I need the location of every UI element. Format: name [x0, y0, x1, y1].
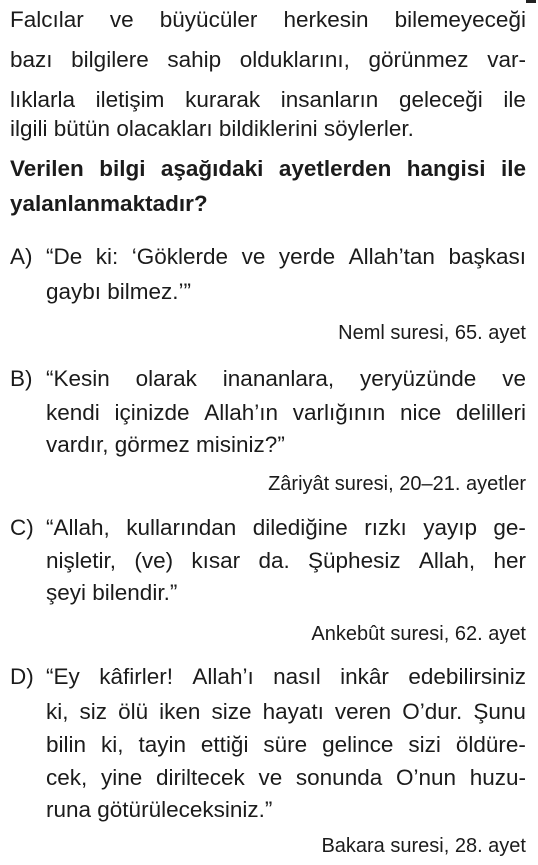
word: da.: [258, 548, 290, 573]
word: kâfirler!: [99, 664, 173, 689]
option-line: runa götürüleceksiniz.”: [46, 797, 273, 822]
word: “Ey: [46, 664, 80, 689]
option-letter: C): [10, 515, 34, 540]
word: ettiği: [200, 732, 249, 757]
word: ki:: [95, 244, 119, 269]
word: içinizde: [114, 400, 190, 425]
word: O’dur.: [402, 699, 463, 724]
word: ve: [258, 765, 283, 790]
word: geleceği: [398, 87, 483, 112]
word: bazı: [10, 47, 53, 72]
word: bilin: [46, 732, 87, 757]
option-line: [46, 729, 526, 760]
option-letter: D): [10, 664, 34, 689]
word: inkâr: [340, 664, 389, 689]
word: kısar: [191, 548, 241, 573]
word: ve: [109, 7, 134, 32]
word: öldüre-: [455, 732, 526, 757]
option-line: gaybı bilmez.’”: [46, 279, 192, 304]
option-line: [46, 696, 526, 727]
word: görünmez: [368, 47, 469, 72]
word: bilgilere: [71, 47, 149, 72]
option-line: [46, 661, 526, 692]
verse-source: Neml suresi, 65. ayet: [338, 322, 526, 344]
word: Allah,: [418, 548, 476, 573]
question-line: [10, 153, 526, 184]
option-line: [46, 762, 526, 793]
word: veren: [334, 699, 392, 724]
word: tayin: [138, 732, 186, 757]
word: cek,: [46, 765, 88, 790]
word: nasıl: [273, 664, 321, 689]
word: Şunu: [473, 699, 526, 724]
word: her: [493, 548, 526, 573]
word: siz: [79, 699, 108, 724]
word: Allah’ı: [192, 664, 254, 689]
word: rızkı: [364, 515, 407, 540]
word: herkesin: [283, 7, 369, 32]
option-line: [46, 512, 526, 543]
option-line: [46, 397, 526, 428]
word: hangisi: [406, 156, 486, 181]
word: dilediğine: [252, 515, 348, 540]
word: kullarından: [126, 515, 237, 540]
option-letter: B): [10, 366, 33, 391]
word: “De: [46, 244, 83, 269]
stem-line: [10, 84, 526, 115]
word: hayatı: [262, 699, 324, 724]
word: “Kesin: [46, 366, 110, 391]
stem-line: [10, 4, 526, 35]
word: yine: [100, 765, 143, 790]
word: ile: [503, 87, 526, 112]
word: ve: [502, 366, 526, 391]
word: “Allah,: [46, 515, 110, 540]
word: gelince: [322, 732, 394, 757]
word: bilemeyeceği: [394, 7, 526, 32]
option-line: [46, 241, 526, 272]
word: ki,: [100, 732, 124, 757]
option-line: [46, 545, 526, 576]
word: büyücüler: [159, 7, 258, 32]
word: sahip: [167, 47, 222, 72]
word: varlığının: [292, 400, 386, 425]
word: Falcılar: [10, 7, 84, 32]
word: sizi: [408, 732, 441, 757]
word: iken: [159, 699, 201, 724]
word: ile: [500, 156, 526, 181]
option-letter: A): [10, 244, 33, 269]
word: kendi: [46, 400, 100, 425]
word: ki,: [46, 699, 69, 724]
word: yerde: [278, 244, 336, 269]
word: nişletir,: [46, 548, 117, 573]
word: var-: [487, 47, 526, 72]
word: edebilirsiniz: [408, 664, 526, 689]
option-line: şeyi bilendir.”: [46, 580, 178, 605]
word: yeryüzünde: [360, 366, 477, 391]
word: olarak: [135, 366, 197, 391]
word: kurarak: [185, 87, 261, 112]
option-line: vardır, görmez misiniz?”: [46, 432, 285, 457]
word: sonunda: [295, 765, 383, 790]
word: lıklarla: [10, 87, 76, 112]
word: Verilen: [10, 156, 84, 181]
word: inananlara,: [222, 366, 335, 391]
question-line: yalanlanmaktadır?: [10, 191, 208, 216]
word: süre: [263, 732, 308, 757]
word: aşağıdaki: [160, 156, 264, 181]
word: insanların: [280, 87, 379, 112]
word: (ve): [134, 548, 174, 573]
word: O’nun: [395, 765, 456, 790]
word: size: [211, 699, 252, 724]
word: nice: [399, 400, 442, 425]
word: yayıp: [423, 515, 477, 540]
word: bilgi: [99, 156, 146, 181]
word: delilleri: [455, 400, 526, 425]
word: ge-: [493, 515, 526, 540]
word: ölü: [118, 699, 149, 724]
word: Şüphesiz: [308, 548, 401, 573]
verse-source: Bakara suresi, 28. ayet: [321, 835, 526, 857]
word: başkası: [448, 244, 526, 269]
word: diriltecek: [155, 765, 245, 790]
word: ve: [241, 244, 266, 269]
stem-line: [10, 44, 526, 75]
stem-line: ilgili bütün olacakları bildiklerini söylerler.: [10, 116, 414, 141]
verse-source: Zâriyât suresi, 20–21. ayetler: [268, 473, 526, 495]
word: ‘Göklerde: [131, 244, 229, 269]
word: ayetlerden: [278, 156, 392, 181]
verse-source: Ankebût suresi, 62. ayet: [311, 623, 526, 645]
word: Allah’tan: [348, 244, 435, 269]
corner-mark: [526, 0, 536, 3]
word: Allah’ın: [204, 400, 279, 425]
option-line: [46, 363, 526, 394]
word: iletişim: [95, 87, 165, 112]
word: huzu-: [469, 765, 526, 790]
word: olduklarını,: [239, 47, 350, 72]
